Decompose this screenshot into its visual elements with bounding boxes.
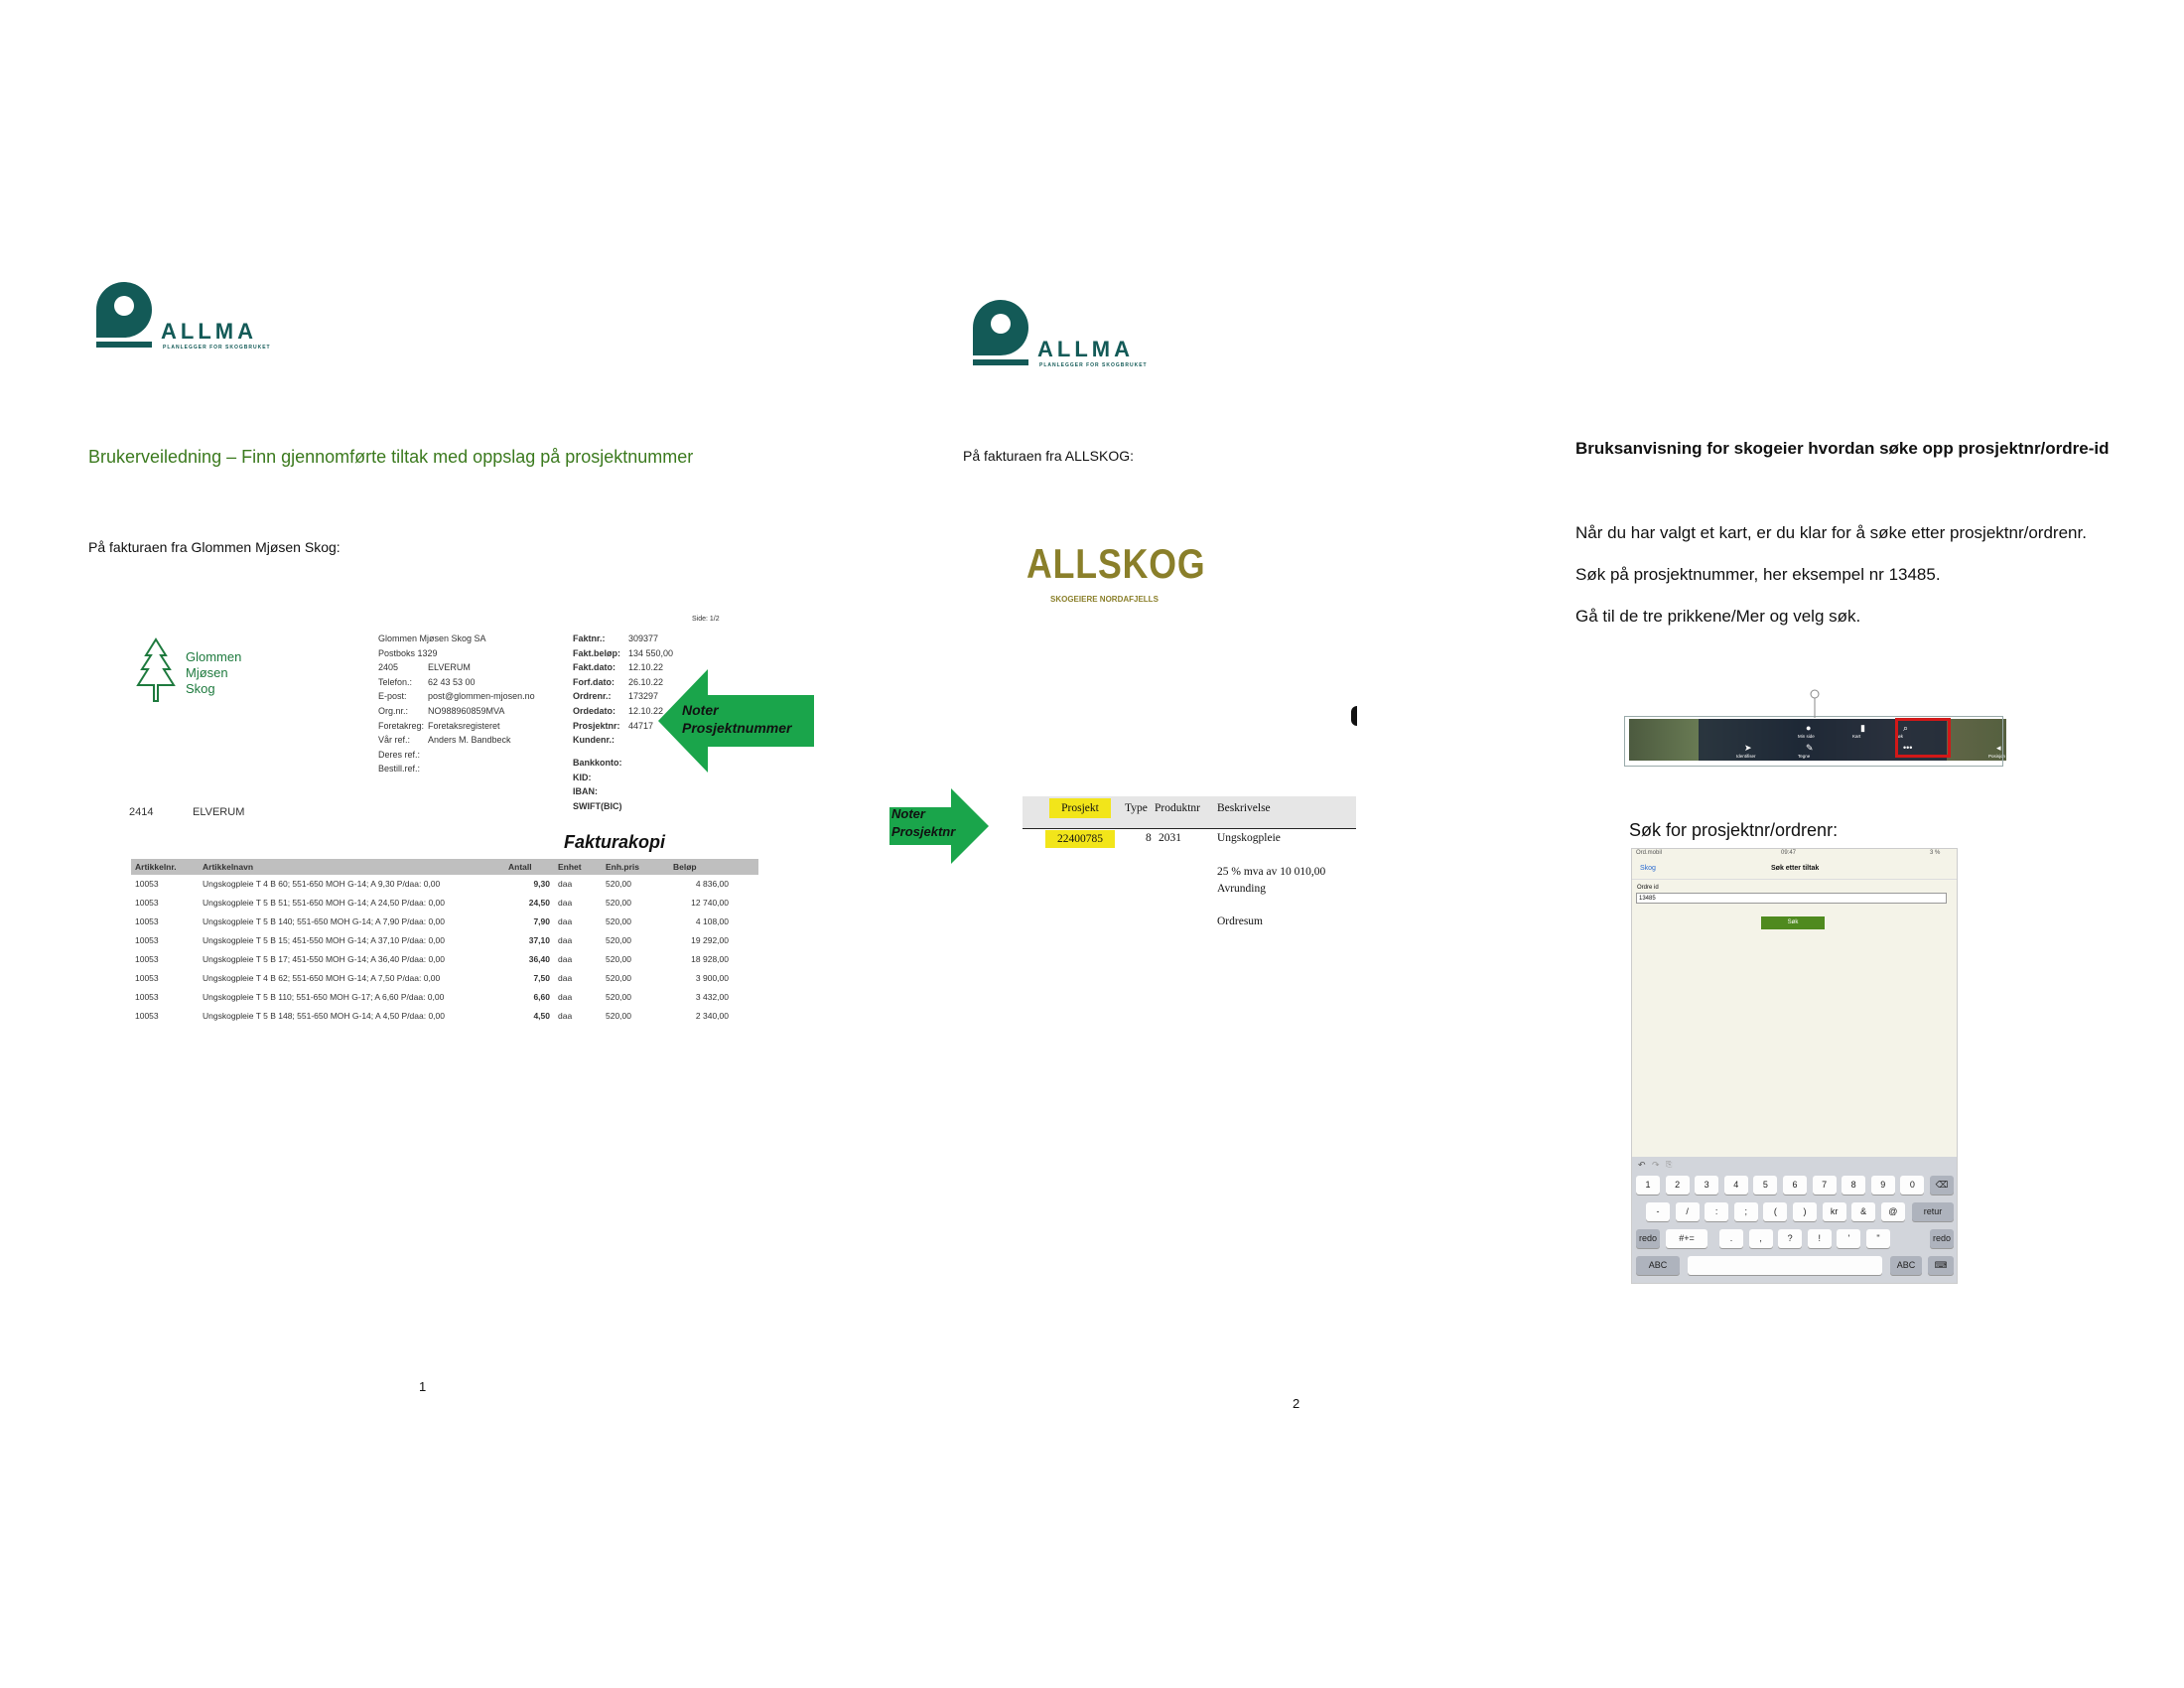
keyboard-key[interactable]: " — [1866, 1229, 1890, 1248]
page-number: 2 — [1293, 1396, 1300, 1411]
column-header: Beskrivelse — [1217, 802, 1271, 814]
keyboard-key[interactable]: ABC — [1636, 1256, 1680, 1275]
table-cell: Ungskogpleie T 4 B 62; 551-650 MOH G-14; A 7,50 P/daa: 0,00 — [203, 973, 441, 983]
invoice-glommen — [124, 616, 792, 1033]
keyboard-key[interactable]: 1 — [1636, 1176, 1660, 1195]
search-button-label: Søk — [1787, 919, 1799, 925]
sender-value: 62 43 53 00 — [428, 676, 476, 687]
toolbar-item-label: Kart — [1852, 734, 1861, 739]
keyboard-key[interactable]: 6 — [1783, 1176, 1807, 1195]
column-header: Enh.pris — [602, 859, 669, 875]
nav-title: Søk etter tiltak — [1771, 865, 1820, 872]
sender-label: Deres ref.: — [378, 749, 421, 760]
backspace-key-icon[interactable]: ⌫ — [1930, 1176, 1954, 1195]
keyboard-key[interactable]: retur — [1912, 1202, 1954, 1221]
allma-logo-bar — [96, 342, 152, 348]
sender-value: post@glommen-mjosen.no — [428, 691, 535, 702]
allma-logo-text: ALLMA — [1037, 337, 1134, 361]
keyboard-key[interactable]: 5 — [1753, 1176, 1777, 1195]
rounding-line: Avrunding — [1217, 883, 1266, 895]
keyboard-key[interactable]: #+= — [1666, 1229, 1707, 1248]
selection-frame — [1624, 716, 2006, 767]
table-cell: Ungskogpleie T 5 B 51; 551-650 MOH G-14; A 24,50 P/daa: 0,00 — [203, 898, 445, 908]
keyboard-key[interactable]: 7 — [1813, 1176, 1837, 1195]
toolbar-icon[interactable]: ▮ — [1860, 723, 1865, 733]
arrow-label-text: Noter Prosjektnummer — [682, 702, 792, 736]
edge-mark — [1351, 706, 1357, 726]
toolbar-item-label: Søk — [1895, 734, 1904, 739]
table-cell: daa — [558, 954, 573, 964]
table-cell: 4 836,00 — [695, 879, 729, 889]
table-cell: 520,00 — [606, 916, 631, 926]
table-cell: 3 900,00 — [695, 973, 729, 983]
table-cell: Ungskogpleie T 5 B 140; 551-650 MOH G-14; A 7,90 P/daa: 0,00 — [203, 916, 445, 926]
order-id-input[interactable] — [1636, 893, 1947, 904]
column-header: Artikkelnr. — [131, 859, 199, 875]
table-cell: 4,50 — [533, 1011, 550, 1021]
toolbar-item-label: Posisjon — [1988, 754, 2006, 759]
keyboard-key[interactable]: / — [1676, 1202, 1700, 1221]
table-cell: 7,50 — [533, 973, 550, 983]
meta-value: 309377 — [628, 633, 659, 643]
phone-screenshot — [1631, 848, 1958, 1284]
table-cell: daa — [558, 935, 573, 945]
sender-label: Telefon.: — [378, 676, 413, 687]
meta-label: Fakt.dato: — [573, 662, 616, 673]
page-indicator: Side: 1/2 — [692, 616, 720, 623]
meta-label: Faktnr.: — [573, 633, 606, 643]
project-number-value: 22400785 — [1057, 833, 1103, 845]
table-cell: Ungskogpleie T 5 B 17; 451-550 MOH G-14; A 36,40 P/daa: 0,00 — [203, 954, 445, 964]
table-cell: Ungskogpleie T 5 B 148; 551-650 MOH G-14; A 4,50 P/daa: 0,00 — [203, 1011, 445, 1021]
status-carrier: Ord.mobil — [1636, 850, 1663, 856]
meta-label: Fakt.beløp: — [573, 647, 621, 658]
table-cell: 24,50 — [528, 898, 550, 908]
sender-label: Glommen Mjøsen Skog SA — [378, 633, 486, 643]
nav-bar — [1632, 859, 1957, 880]
undo-icon[interactable]: ↶ — [1638, 1160, 1646, 1170]
arrow-label — [891, 805, 971, 841]
table-row — [131, 969, 758, 988]
order-id-value: 13485 — [1639, 896, 1656, 902]
keyboard-hide-icon[interactable]: ⌨ — [1928, 1256, 1954, 1275]
table-row — [131, 875, 758, 894]
meta-label: Ordedato: — [573, 706, 616, 716]
bank-label: Bankkonto: — [573, 758, 622, 768]
toolbar-icon[interactable]: ••• — [1903, 743, 1913, 753]
keyboard-key[interactable]: @ — [1881, 1202, 1905, 1221]
toolbar-icon[interactable]: ● — [1806, 723, 1812, 733]
table-cell: 12 740,00 — [691, 898, 729, 908]
keyboard-key[interactable]: 8 — [1842, 1176, 1865, 1195]
row-description: Ungskogpleie — [1217, 832, 1281, 844]
table-cell: 9,30 — [533, 879, 550, 889]
table-cell: 520,00 — [606, 898, 631, 908]
rotate-handle-icon — [1804, 688, 1826, 718]
instructions-title: Bruksanvisning for skogeier hvordan søke opp prosjektnr/ordre-id — [1575, 439, 2110, 458]
toolbar-item-label: Tegne — [1798, 754, 1811, 759]
meta-value: 134 550,00 — [628, 647, 674, 658]
table-cell: 520,00 — [606, 973, 631, 983]
table-row — [131, 1007, 758, 1026]
invoice-table — [131, 859, 758, 1026]
status-bar — [1632, 849, 1957, 859]
sender-label: 2405 — [378, 662, 399, 673]
company-line: Mjøsen — [186, 665, 228, 680]
allma-logo-subtitle: PLANLEGGER FOR SKOGBRUKET — [163, 345, 271, 351]
keyboard-key[interactable]: 4 — [1724, 1176, 1748, 1195]
sender-label: Vår ref.: — [378, 735, 411, 746]
sender-label: Bestill.ref.: — [378, 764, 421, 774]
keyboard-key[interactable]: , — [1749, 1229, 1773, 1248]
table-cell: 19 292,00 — [691, 935, 729, 945]
meta-label: Ordrenr.: — [573, 691, 612, 702]
table-cell: 7,90 — [533, 916, 550, 926]
project-number — [1045, 830, 1115, 848]
toolbar-icon[interactable]: ✎ — [1806, 743, 1814, 753]
table-cell: 520,00 — [606, 992, 631, 1002]
column-header: Prosjekt — [1061, 802, 1099, 814]
table-cell: daa — [558, 916, 573, 926]
company-line: Skog — [186, 681, 215, 696]
keyboard-key[interactable]: kr — [1823, 1202, 1846, 1221]
table-header-row — [131, 859, 758, 875]
table-cell: Ungskogpleie T 5 B 15; 451-550 MOH G-14; A 37,10 P/daa: 0,00 — [203, 935, 445, 945]
keyboard-key[interactable]: & — [1851, 1202, 1875, 1221]
row-type: 8 — [1146, 832, 1152, 844]
instruction-paragraph: Når du har valgt et kart, er du klar for å søke etter prosjektnr/ordrenr. — [1575, 523, 2087, 542]
keyboard-key[interactable]: ( — [1763, 1202, 1787, 1221]
intro-text: På fakturaen fra ALLSKOG: — [963, 448, 1134, 464]
toolbar-item-label: Min side — [1798, 734, 1815, 739]
table-row — [131, 931, 758, 950]
keyboard-key[interactable]: . — [1719, 1229, 1743, 1248]
allma-logo-icon — [973, 300, 1028, 355]
meta-value: 26.10.22 — [628, 676, 664, 687]
instruction-paragraph: Søk på prosjektnummer, her eksempel nr 13485. — [1575, 565, 1941, 584]
keyboard-key[interactable]: ) — [1793, 1202, 1817, 1221]
page-number: 1 — [419, 1379, 427, 1394]
row-produktnr: 2031 — [1159, 832, 1181, 844]
company-line: Glommen — [186, 649, 242, 664]
keyboard-key[interactable]: 2 — [1666, 1176, 1690, 1195]
toolbar-icon[interactable]: ➤ — [1744, 743, 1752, 753]
meta-value: 12.10.22 — [628, 662, 664, 673]
keyboard-key[interactable]: - — [1646, 1202, 1670, 1221]
arrow-label-text: Noter Prosjektnr — [891, 806, 956, 839]
table-cell: 10053 — [135, 992, 159, 1002]
status-time: 09:47 — [1781, 850, 1797, 856]
allma-logo-subtitle: PLANLEGGER FOR SKOGBRUKET — [1039, 362, 1148, 368]
tree-icon — [136, 637, 176, 703]
table-cell: daa — [558, 973, 573, 983]
sender-value: NO988960859MVA — [428, 706, 505, 716]
toolbar-icon[interactable]: ⌕ — [1903, 723, 1909, 733]
table-cell: 10053 — [135, 954, 159, 964]
keyboard-key[interactable]: 3 — [1695, 1176, 1718, 1195]
order-id-label: Ordre id — [1637, 885, 1659, 891]
table-cell: daa — [558, 879, 573, 889]
column-header: Enhet — [554, 859, 602, 875]
paste-icon[interactable]: ⎘ — [1666, 1160, 1673, 1169]
allma-logo-bar — [973, 359, 1028, 365]
status-battery: 3 % — [1930, 850, 1941, 856]
table-cell: 37,10 — [528, 935, 550, 945]
city: ELVERUM — [193, 806, 245, 818]
table-cell: Ungskogpleie T 5 B 110; 551-650 MOH G-17; A 6,60 P/daa: 0,00 — [203, 992, 445, 1002]
arrow-label — [682, 701, 811, 737]
keyboard-key[interactable]: ! — [1808, 1229, 1832, 1248]
column-header: Beløp — [669, 859, 758, 875]
keyboard-key[interactable]: : — [1705, 1202, 1728, 1221]
column-header: Produktnr — [1155, 802, 1200, 814]
allskog-logo-subtitle: SKOGEIERE NORDAFJELLS — [1050, 595, 1159, 604]
sender-value: Anders M. Bandbeck — [428, 735, 511, 746]
table-cell: daa — [558, 898, 573, 908]
keyboard — [1632, 1157, 1957, 1283]
bank-label: IBAN: — [573, 786, 598, 797]
keyboard-key[interactable]: ' — [1837, 1229, 1860, 1248]
table-cell: 520,00 — [606, 935, 631, 945]
keyboard-key[interactable]: redo — [1636, 1229, 1660, 1248]
table-cell: 10053 — [135, 1011, 159, 1021]
meta-label: Prosjektnr: — [573, 720, 620, 731]
meta-value: 173297 — [628, 691, 659, 702]
allskog-logo-text: ALLSKOG — [1026, 540, 1206, 587]
keyboard-key[interactable]: ; — [1734, 1202, 1758, 1221]
order-sum-line: Ordresum — [1217, 915, 1263, 927]
page-title: Brukerveiledning – Finn gjennomførte tiltak med oppslag på prosjektnummer — [88, 447, 694, 467]
allma-logo-icon — [96, 282, 152, 338]
meta-value: 44717 — [628, 720, 654, 731]
table-cell: 10053 — [135, 973, 159, 983]
meta-label: Kundenr.: — [573, 735, 614, 746]
postal-code: 2414 — [129, 806, 154, 818]
column-header: Antall — [504, 859, 554, 875]
sender-label: Postboks 1329 — [378, 647, 438, 658]
table-cell: 520,00 — [606, 954, 631, 964]
toolbar-item-label: Mer — [1895, 754, 1903, 759]
keyboard-key[interactable]: ? — [1778, 1229, 1802, 1248]
glommen-logo-text — [186, 649, 241, 697]
table-cell: daa — [558, 1011, 573, 1021]
table-row — [131, 894, 758, 913]
table-cell: 2 340,00 — [695, 1011, 729, 1021]
table-cell: 4 108,00 — [695, 916, 729, 926]
table-row — [131, 913, 758, 931]
keyboard-key[interactable]: redo — [1930, 1229, 1954, 1248]
keyboard-key[interactable]: ABC — [1890, 1256, 1922, 1275]
column-header: Artikkelnavn — [199, 859, 504, 875]
sender-label: Org.nr.: — [378, 706, 409, 716]
sender-value: ELVERUM — [428, 662, 471, 673]
keyboard-key[interactable]: 0 — [1900, 1176, 1924, 1195]
table-row — [131, 950, 758, 969]
search-button[interactable] — [1761, 916, 1825, 929]
table-cell: 6,60 — [533, 992, 550, 1002]
toolbar-icon[interactable]: ◂ — [1996, 743, 2001, 753]
table-cell: 10053 — [135, 916, 159, 926]
column-header: Type — [1125, 802, 1148, 814]
instruction-paragraph: Gå til de tre prikkene/Mer og velg søk. — [1575, 607, 1861, 626]
redo-icon[interactable]: ↷ — [1652, 1160, 1660, 1170]
table-cell: 10053 — [135, 898, 159, 908]
search-caption: Søk for prosjektnr/ordrenr: — [1629, 820, 1839, 840]
back-button[interactable]: Skog — [1640, 865, 1656, 872]
table-cell: daa — [558, 992, 573, 1002]
table-cell: 10053 — [135, 935, 159, 945]
sender-value: Foretaksregisteret — [428, 720, 500, 731]
invoice-copy-title: Fakturakopi — [564, 832, 666, 852]
table-cell: Ungskogpleie T 4 B 60; 551-650 MOH G-14; A 9,30 P/daa: 0,00 — [203, 879, 441, 889]
table-cell: 520,00 — [606, 879, 631, 889]
space-key[interactable] — [1688, 1256, 1882, 1275]
table-cell: 520,00 — [606, 1011, 631, 1021]
column-header-prosjekt — [1049, 798, 1111, 818]
sender-label: E-post: — [378, 691, 407, 702]
intro-text: På fakturaen fra Glommen Mjøsen Skog: — [88, 539, 341, 555]
meta-value: 12.10.22 — [628, 706, 664, 716]
table-row — [131, 988, 758, 1007]
bank-label: KID: — [573, 772, 592, 782]
toolbar-item-label: Identifiser — [1736, 754, 1756, 759]
table-cell: 10053 — [135, 879, 159, 889]
meta-label: Forf.dato: — [573, 676, 614, 687]
table-cell: 18 928,00 — [691, 954, 729, 964]
table-cell: 3 432,00 — [695, 992, 729, 1002]
sender-label: Foretakreg: — [378, 720, 425, 731]
bank-label: SWIFT(BIC) — [573, 800, 622, 811]
vat-line: 25 % mva av 10 010,00 — [1217, 866, 1326, 878]
keyboard-key[interactable]: 9 — [1871, 1176, 1895, 1195]
allma-logo-text: ALLMA — [161, 319, 257, 344]
table-cell: 36,40 — [528, 954, 550, 964]
